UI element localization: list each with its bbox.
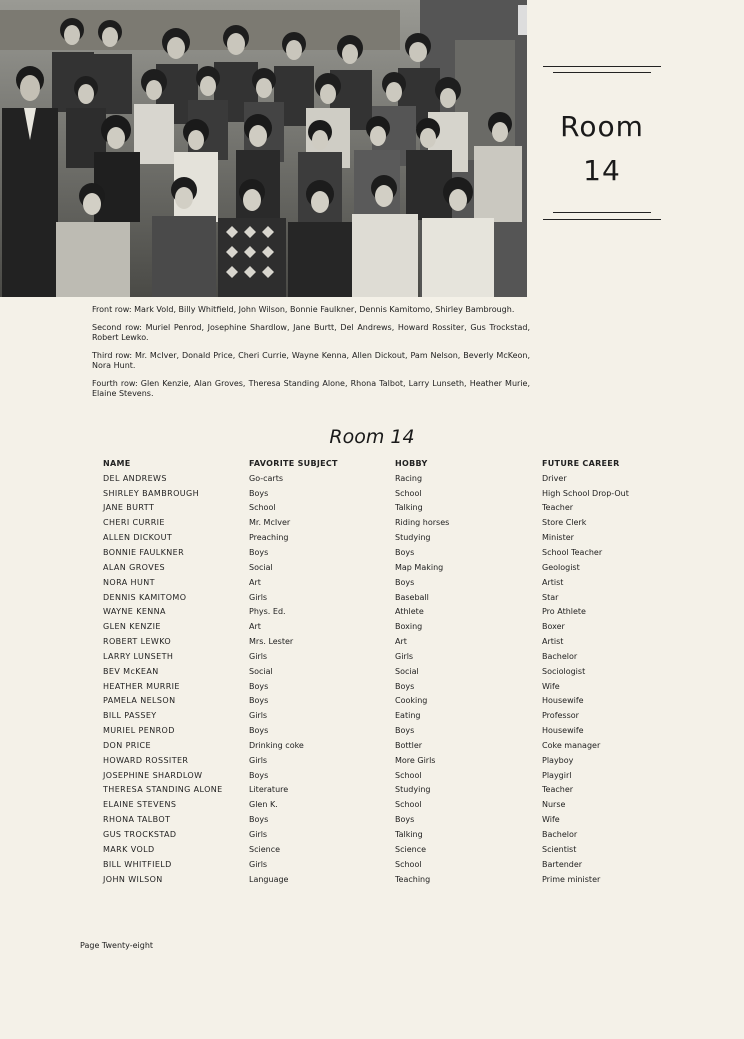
cell-name: DENNIS KAMITOMO: [103, 592, 187, 602]
cell-name: WAYNE KENNA: [103, 607, 166, 617]
table-row: [103, 545, 662, 560]
header-favorite-subject: FAVORITE SUBJECT: [249, 458, 338, 468]
cell-future-career: Store Clerk: [542, 518, 587, 528]
cell-future-career: Coke manager: [542, 740, 601, 750]
cell-future-career: School Teacher: [542, 547, 603, 557]
cell-hobby: Boys: [395, 726, 415, 736]
cell-name: JANE BURTT: [103, 503, 155, 513]
cell-future-career: Wife: [542, 681, 560, 691]
table-row: [103, 708, 662, 723]
caption-label: Front row:: [92, 305, 132, 314]
header-name: NAME: [103, 458, 131, 468]
cell-future-career: Geologist: [542, 562, 580, 572]
cell-name: DON PRICE: [103, 740, 151, 750]
table-row: [103, 753, 662, 768]
cell-hobby: Social: [395, 666, 419, 676]
bottom-rule-1: [553, 212, 651, 213]
table-row: [103, 768, 662, 783]
caption-names: Mark Vold, Billy Whitfield, John Wilson, Bonnie Faulkner, Dennis Kamitomo, Shirley Bambrough.: [134, 305, 515, 314]
cell-favorite-subject: Glen K.: [249, 800, 278, 810]
table-row: [103, 619, 662, 634]
cell-favorite-subject: Mr. McIver: [249, 518, 291, 528]
cell-favorite-subject: Boys: [249, 815, 269, 825]
cell-hobby: Talking: [395, 503, 423, 513]
cell-hobby: Boys: [395, 547, 415, 557]
cell-hobby: School: [395, 770, 422, 780]
cell-name: HOWARD ROSSITER: [103, 755, 189, 765]
caption-label: Second row:: [92, 323, 142, 332]
cell-future-career: Teacher: [542, 503, 574, 513]
roster-table: [103, 456, 662, 886]
cell-hobby: Riding horses: [395, 518, 450, 528]
cell-hobby: Cooking: [395, 696, 428, 706]
cell-favorite-subject: Science: [249, 844, 281, 854]
cell-future-career: Playgirl: [542, 770, 572, 780]
table-header-row: [103, 456, 662, 471]
cell-hobby: School: [395, 859, 422, 869]
cell-future-career: Playboy: [542, 755, 574, 765]
cell-hobby: Racing: [395, 473, 423, 483]
cell-favorite-subject: Social: [249, 666, 273, 676]
cell-hobby: Map Making: [395, 562, 444, 572]
caption-third-row: [92, 351, 530, 371]
cell-favorite-subject: Girls: [249, 592, 268, 602]
caption-names: Glen Kenzie, Alan Groves, Theresa Standing Alone, Rhona Talbot, Larry Lunseth, Heather Murie, Elaine Stevens.: [92, 379, 530, 398]
cell-future-career: Teacher: [542, 785, 574, 795]
table-row: [103, 604, 662, 619]
cell-name: BONNIE FAULKNER: [103, 547, 185, 557]
cell-hobby: Girls: [395, 651, 414, 661]
cell-name: HEATHER MURRIE: [103, 681, 180, 691]
cell-favorite-subject: Boys: [249, 726, 269, 736]
caption-fourth-row: [92, 379, 530, 399]
cell-favorite-subject: Language: [249, 874, 289, 884]
cell-future-career: Artist: [542, 577, 564, 587]
cell-future-career: Prime minister: [542, 874, 601, 884]
cell-favorite-subject: Girls: [249, 830, 268, 840]
cell-favorite-subject: Drinking coke: [249, 740, 304, 750]
caption-label: Fourth row:: [92, 379, 138, 388]
class-photo-image: [0, 0, 527, 297]
table-row: [103, 471, 662, 486]
cell-name: BILL WHITFIELD: [103, 859, 172, 869]
cell-hobby: Baseball: [395, 592, 429, 602]
cell-name: ELAINE STEVENS: [103, 800, 177, 810]
cell-hobby: Teaching: [395, 874, 431, 884]
top-rule-1: [543, 66, 661, 67]
cell-favorite-subject: Boys: [249, 547, 269, 557]
cell-future-career: Housewife: [542, 726, 584, 736]
cell-favorite-subject: Social: [249, 562, 273, 572]
cell-favorite-subject: Boys: [249, 488, 269, 498]
cell-hobby: Talking: [395, 830, 423, 840]
cell-favorite-subject: Preaching: [249, 533, 289, 543]
cell-hobby: Boys: [395, 681, 415, 691]
cell-future-career: Scientist: [542, 844, 577, 854]
section-heading: Room 14: [329, 426, 415, 448]
cell-favorite-subject: Phys. Ed.: [249, 607, 286, 617]
cell-hobby: Boxing: [395, 622, 423, 632]
cell-favorite-subject: Boys: [249, 696, 269, 706]
table-row: [103, 872, 662, 887]
table-row: [103, 530, 662, 545]
roster-body: [103, 471, 662, 887]
cell-future-career: Bachelor: [542, 651, 578, 661]
cell-favorite-subject: Mrs. Lester: [249, 637, 294, 647]
cell-favorite-subject: Art: [249, 622, 261, 632]
cell-future-career: Housewife: [542, 696, 584, 706]
side-title-block: [543, 62, 661, 232]
cell-future-career: Minister: [542, 533, 574, 543]
table-row: [103, 797, 662, 812]
cell-hobby: Eating: [395, 711, 421, 721]
table-row: [103, 486, 662, 501]
cell-future-career: Bachelor: [542, 830, 578, 840]
table-row: [103, 738, 662, 753]
cell-name: THERESA STANDING ALONE: [103, 785, 223, 795]
page-number: Page Twenty-eight: [80, 941, 154, 950]
cell-favorite-subject: Girls: [249, 859, 268, 869]
table-row: [103, 501, 662, 516]
cell-name: LARRY LUNSETH: [103, 651, 174, 661]
cell-future-career: Nurse: [542, 800, 566, 810]
cell-favorite-subject: Literature: [249, 785, 289, 795]
cell-name: ALLEN DICKOUT: [103, 533, 173, 543]
cell-favorite-subject: Girls: [249, 711, 268, 721]
cell-hobby: Boys: [395, 577, 415, 587]
cell-favorite-subject: Girls: [249, 755, 268, 765]
cell-name: ROBERT LEWKO: [103, 637, 172, 647]
cell-name: RHONA TALBOT: [103, 815, 171, 825]
table-row: [103, 857, 662, 872]
cell-future-career: Wife: [542, 815, 560, 825]
cell-future-career: Sociologist: [542, 666, 586, 676]
header-future-career: FUTURE CAREER: [542, 458, 620, 468]
bottom-rule-2: [543, 219, 661, 220]
cell-name: CHERI CURRIE: [103, 518, 165, 528]
cell-hobby: Art: [395, 637, 407, 647]
table-row: [103, 649, 662, 664]
side-title-number: 14: [583, 154, 621, 187]
cell-future-career: Professor: [542, 711, 579, 721]
cell-name: SHIRLEY BAMBROUGH: [103, 488, 200, 498]
cell-hobby: Boys: [395, 815, 415, 825]
cell-hobby: School: [395, 488, 422, 498]
top-rule-2: [553, 72, 651, 73]
table-row: [103, 783, 662, 798]
caption-second-row: [92, 323, 530, 343]
cell-future-career: Boxer: [542, 622, 565, 632]
table-row: [103, 664, 662, 679]
cell-favorite-subject: School: [249, 503, 276, 513]
cell-hobby: Studying: [395, 785, 431, 795]
table-row: [103, 515, 662, 530]
table-row: [103, 723, 662, 738]
cell-name: MARK VOLD: [103, 844, 155, 854]
cell-future-career: Star: [542, 592, 559, 602]
cell-hobby: Athlete: [395, 607, 424, 617]
table-row: [103, 679, 662, 694]
table-row: [103, 694, 662, 709]
class-photo: [0, 0, 527, 297]
cell-favorite-subject: Girls: [249, 651, 268, 661]
caption-label: Third row:: [92, 351, 133, 360]
table-row: [103, 812, 662, 827]
cell-favorite-subject: Boys: [249, 681, 269, 691]
table-row: [103, 560, 662, 575]
cell-favorite-subject: Art: [249, 577, 261, 587]
table-row: [103, 842, 662, 857]
cell-name: GLEN KENZIE: [103, 622, 161, 632]
caption-front-row: [92, 305, 530, 315]
header-hobby: HOBBY: [395, 458, 428, 468]
cell-favorite-subject: Boys: [249, 770, 269, 780]
cell-name: BEV McKEAN: [103, 666, 159, 676]
cell-hobby: Studying: [395, 533, 431, 543]
photo-captions: [92, 305, 530, 407]
caption-names: Mr. McIver, Donald Price, Cheri Currie, Wayne Kenna, Allen Dickout, Pam Nelson, Beverly McKeon, Nora Hunt.: [92, 351, 531, 370]
cell-name: JOSEPHINE SHARDLOW: [103, 770, 203, 780]
table-row: [103, 575, 662, 590]
cell-name: BILL PASSEY: [103, 711, 157, 721]
cell-hobby: Bottler: [395, 740, 423, 750]
cell-name: JOHN WILSON: [103, 874, 163, 884]
table-row: [103, 634, 662, 649]
cell-name: GUS TROCKSTAD: [103, 830, 177, 840]
cell-future-career: Artist: [542, 637, 564, 647]
cell-name: NORA HUNT: [103, 577, 155, 587]
cell-future-career: High School Drop-Out: [542, 488, 629, 498]
cell-name: DEL ANDREWS: [103, 473, 167, 483]
cell-hobby: School: [395, 800, 422, 810]
cell-name: MURIEL PENROD: [103, 726, 175, 736]
cell-favorite-subject: Go-carts: [249, 473, 284, 483]
cell-name: PAMELA NELSON: [103, 696, 176, 706]
caption-names: Muriel Penrod, Josephine Shardlow, Jane Burtt, Del Andrews, Howard Rossiter, Gus Trockstad, Robert Lewko.: [92, 323, 530, 342]
cell-future-career: Bartender: [542, 859, 583, 869]
table-row: [103, 827, 662, 842]
cell-future-career: Pro Athlete: [542, 607, 586, 617]
cell-future-career: Driver: [542, 473, 567, 483]
cell-name: ALAN GROVES: [103, 562, 166, 572]
cell-hobby: More Girls: [395, 755, 436, 765]
side-title-word: Room: [560, 110, 644, 143]
table-row: [103, 590, 662, 605]
cell-hobby: Science: [395, 844, 427, 854]
